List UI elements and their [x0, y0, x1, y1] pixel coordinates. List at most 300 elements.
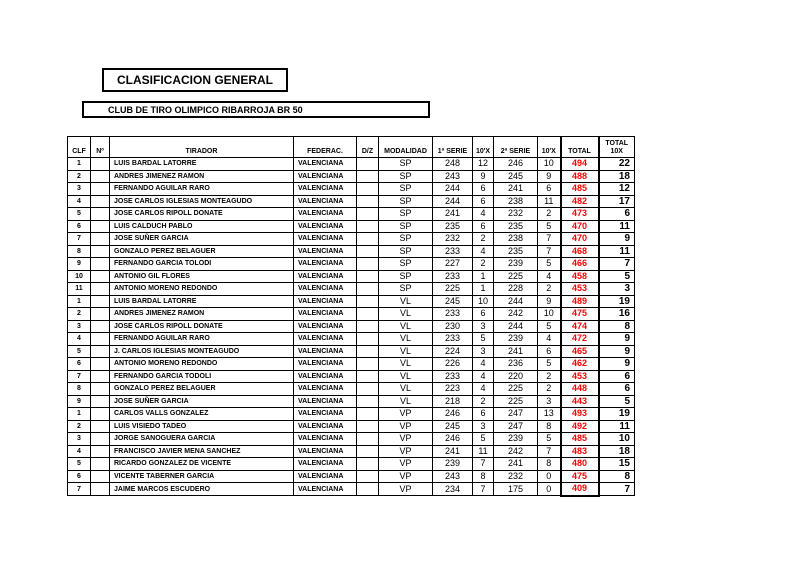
tirador-cell: CARLOS VALLS GONZALEZ	[110, 408, 294, 421]
tirador-cell: LUIS VISIEDO TADEO	[110, 420, 294, 433]
dz-cell	[357, 258, 379, 271]
table-row	[68, 245, 635, 258]
modalidad-cell: VL	[379, 395, 433, 408]
col-no: Nº	[91, 137, 110, 158]
tirador-cell: ANTONIO MORENO REDONDO	[110, 358, 294, 371]
serie1-cell: 248	[433, 158, 473, 171]
tirador-cell: JOSE CARLOS RIPOLL DONATE	[110, 208, 294, 221]
dz-cell	[357, 358, 379, 371]
serie1-cell: 224	[433, 345, 473, 358]
x2-cell: 2	[538, 208, 561, 221]
total-cell: 480	[561, 458, 599, 471]
x1-cell: 1	[473, 270, 494, 283]
serie1-cell: 227	[433, 258, 473, 271]
total10x-cell: 3	[599, 283, 635, 296]
modalidad-cell: SP	[379, 183, 433, 196]
no-cell	[91, 208, 110, 221]
no-cell	[91, 358, 110, 371]
col-x1: 10'X	[473, 137, 494, 158]
modalidad-cell: VL	[379, 320, 433, 333]
x1-cell: 11	[473, 445, 494, 458]
clf-cell: 5	[68, 208, 91, 221]
clf-cell: 3	[68, 320, 91, 333]
serie1-cell: 223	[433, 383, 473, 396]
total-cell: 493	[561, 408, 599, 421]
x2-cell: 0	[538, 470, 561, 483]
table-row	[68, 270, 635, 283]
tirador-cell: LUIS BARDAL LATORRE	[110, 295, 294, 308]
federac-cell: VALENCIANA	[294, 220, 357, 233]
x1-cell: 2	[473, 395, 494, 408]
total-cell: 443	[561, 395, 599, 408]
serie2-cell: 247	[494, 420, 538, 433]
tirador-cell: ANTONIO GIL FLORES	[110, 270, 294, 283]
x1-cell: 4	[473, 208, 494, 221]
total10x-cell: 9	[599, 358, 635, 371]
clf-cell: 4	[68, 333, 91, 346]
x1-cell: 6	[473, 408, 494, 421]
modalidad-cell: VL	[379, 358, 433, 371]
federac-cell: VALENCIANA	[294, 258, 357, 271]
col-total10x: TOTAL 10X	[599, 137, 635, 158]
dz-cell	[357, 458, 379, 471]
table-row	[68, 420, 635, 433]
serie1-cell: 245	[433, 295, 473, 308]
x2-cell: 4	[538, 333, 561, 346]
x2-cell: 8	[538, 420, 561, 433]
dz-cell	[357, 470, 379, 483]
serie2-cell: 241	[494, 458, 538, 471]
clf-cell: 1	[68, 158, 91, 171]
x1-cell: 6	[473, 183, 494, 196]
total-cell: 472	[561, 333, 599, 346]
x1-cell: 1	[473, 283, 494, 296]
serie1-cell: 243	[433, 170, 473, 183]
x1-cell: 3	[473, 320, 494, 333]
clf-cell: 3	[68, 183, 91, 196]
serie2-cell: 239	[494, 433, 538, 446]
x1-cell: 12	[473, 158, 494, 171]
x1-cell: 2	[473, 258, 494, 271]
col-tirador: TIRADOR	[110, 137, 294, 158]
modalidad-cell: VL	[379, 333, 433, 346]
modalidad-cell: VL	[379, 295, 433, 308]
serie2-cell: 242	[494, 308, 538, 321]
x2-cell: 5	[538, 433, 561, 446]
clf-cell: 5	[68, 458, 91, 471]
x1-cell: 4	[473, 370, 494, 383]
clf-cell: 6	[68, 220, 91, 233]
federac-cell: VALENCIANA	[294, 458, 357, 471]
clf-cell: 5	[68, 345, 91, 358]
total10x-cell: 17	[599, 195, 635, 208]
total10x-cell: 5	[599, 270, 635, 283]
federac-cell: VALENCIANA	[294, 483, 357, 496]
results-table	[67, 136, 635, 497]
federac-cell: VALENCIANA	[294, 383, 357, 396]
no-cell	[91, 295, 110, 308]
tirador-cell: JOSE SUÑER GARCIA	[110, 233, 294, 246]
clf-cell: 10	[68, 270, 91, 283]
total-cell: 492	[561, 420, 599, 433]
total-cell: 473	[561, 208, 599, 221]
x2-cell: 13	[538, 408, 561, 421]
clf-cell: 2	[68, 308, 91, 321]
tirador-cell: ANTONIO MORENO REDONDO	[110, 283, 294, 296]
table-row	[68, 333, 635, 346]
col-dz: D/Z	[357, 137, 379, 158]
serie1-cell: 246	[433, 433, 473, 446]
total-cell: 475	[561, 308, 599, 321]
x2-cell: 10	[538, 158, 561, 171]
serie1-cell: 241	[433, 445, 473, 458]
tirador-cell: FRANCISCO JAVIER MENA SANCHEZ	[110, 445, 294, 458]
serie1-cell: 244	[433, 183, 473, 196]
clf-cell: 2	[68, 420, 91, 433]
table-row	[68, 208, 635, 221]
federac-cell: VALENCIANA	[294, 233, 357, 246]
total-cell: 474	[561, 320, 599, 333]
modalidad-cell: VL	[379, 345, 433, 358]
dz-cell	[357, 183, 379, 196]
clf-cell: 2	[68, 170, 91, 183]
table-row	[68, 483, 635, 496]
total10x-cell: 22	[599, 158, 635, 171]
x2-cell: 8	[538, 458, 561, 471]
x2-cell: 5	[538, 358, 561, 371]
dz-cell	[357, 483, 379, 496]
dz-cell	[357, 383, 379, 396]
x1-cell: 4	[473, 358, 494, 371]
no-cell	[91, 270, 110, 283]
col-serie1: 1ª SERIE	[433, 137, 473, 158]
total10x-cell: 18	[599, 445, 635, 458]
federac-cell: VALENCIANA	[294, 333, 357, 346]
no-cell	[91, 458, 110, 471]
x2-cell: 11	[538, 195, 561, 208]
total10x-cell: 18	[599, 170, 635, 183]
modalidad-cell: SP	[379, 158, 433, 171]
total-cell: 489	[561, 295, 599, 308]
dz-cell	[357, 295, 379, 308]
serie1-cell: 246	[433, 408, 473, 421]
table-row	[68, 445, 635, 458]
clf-cell: 6	[68, 358, 91, 371]
dz-cell	[357, 245, 379, 258]
clf-cell: 3	[68, 433, 91, 446]
serie1-cell: 225	[433, 283, 473, 296]
federac-cell: VALENCIANA	[294, 445, 357, 458]
serie2-cell: 236	[494, 358, 538, 371]
clf-cell: 8	[68, 383, 91, 396]
federac-cell: VALENCIANA	[294, 245, 357, 258]
modalidad-cell: SP	[379, 245, 433, 258]
serie2-cell: 244	[494, 295, 538, 308]
dz-cell	[357, 208, 379, 221]
serie1-cell: 232	[433, 233, 473, 246]
modalidad-cell: SP	[379, 220, 433, 233]
serie2-cell: 232	[494, 470, 538, 483]
table-row	[68, 158, 635, 171]
serie1-cell: 235	[433, 220, 473, 233]
serie2-cell: 175	[494, 483, 538, 496]
total10x-cell: 9	[599, 233, 635, 246]
no-cell	[91, 420, 110, 433]
x1-cell: 7	[473, 458, 494, 471]
col-serie2: 2ª SERIE	[494, 137, 538, 158]
x2-cell: 7	[538, 445, 561, 458]
dz-cell	[357, 320, 379, 333]
serie1-cell: 245	[433, 420, 473, 433]
total10x-cell: 11	[599, 420, 635, 433]
serie2-cell: 235	[494, 245, 538, 258]
total10x-cell: 16	[599, 308, 635, 321]
col-federac: FEDERAC.	[294, 137, 357, 158]
no-cell	[91, 170, 110, 183]
federac-cell: VALENCIANA	[294, 195, 357, 208]
tirador-cell: GONZALO PEREZ BELAGUER	[110, 245, 294, 258]
serie1-cell: 233	[433, 245, 473, 258]
table-row	[68, 433, 635, 446]
modalidad-cell: VP	[379, 483, 433, 496]
x2-cell: 0	[538, 483, 561, 496]
x2-cell: 2	[538, 283, 561, 296]
modalidad-cell: VP	[379, 470, 433, 483]
federac-cell: VALENCIANA	[294, 358, 357, 371]
serie2-cell: 235	[494, 220, 538, 233]
total-cell: 409	[561, 483, 599, 496]
modalidad-cell: VP	[379, 408, 433, 421]
total-cell: 465	[561, 345, 599, 358]
clf-cell: 7	[68, 370, 91, 383]
serie2-cell: 225	[494, 395, 538, 408]
no-cell	[91, 333, 110, 346]
dz-cell	[357, 195, 379, 208]
total-cell: 494	[561, 158, 599, 171]
total-cell: 448	[561, 383, 599, 396]
dz-cell	[357, 270, 379, 283]
no-cell	[91, 483, 110, 496]
clf-cell: 11	[68, 283, 91, 296]
total-cell: 468	[561, 245, 599, 258]
serie2-cell: 247	[494, 408, 538, 421]
clf-cell: 6	[68, 470, 91, 483]
tirador-cell: LUIS BARDAL LATORRE	[110, 158, 294, 171]
total10x-cell: 9	[599, 345, 635, 358]
federac-cell: VALENCIANA	[294, 208, 357, 221]
federac-cell: VALENCIANA	[294, 408, 357, 421]
tirador-cell: J. CARLOS IGLESIAS MONTEAGUDO	[110, 345, 294, 358]
total10x-cell: 10	[599, 433, 635, 446]
table-header	[68, 137, 635, 158]
no-cell	[91, 195, 110, 208]
serie1-cell: 233	[433, 308, 473, 321]
x2-cell: 9	[538, 170, 561, 183]
federac-cell: VALENCIANA	[294, 470, 357, 483]
tirador-cell: ANDRES JIMENEZ RAMON	[110, 170, 294, 183]
dz-cell	[357, 420, 379, 433]
x1-cell: 7	[473, 483, 494, 496]
serie2-cell: 232	[494, 208, 538, 221]
tirador-cell: FERNANDO GARCIA TODOLI	[110, 370, 294, 383]
dz-cell	[357, 445, 379, 458]
modalidad-cell: SP	[379, 270, 433, 283]
no-cell	[91, 408, 110, 421]
serie2-cell: 244	[494, 320, 538, 333]
serie2-cell: 241	[494, 183, 538, 196]
federac-cell: VALENCIANA	[294, 183, 357, 196]
federac-cell: VALENCIANA	[294, 320, 357, 333]
col-total: TOTAL	[561, 137, 599, 158]
table-row	[68, 358, 635, 371]
x1-cell: 6	[473, 220, 494, 233]
no-cell	[91, 245, 110, 258]
serie1-cell: 233	[433, 370, 473, 383]
tirador-cell: JOSE CARLOS RIPOLL DONATE	[110, 320, 294, 333]
total10x-cell: 8	[599, 470, 635, 483]
total10x-cell: 5	[599, 395, 635, 408]
modalidad-cell: VL	[379, 383, 433, 396]
total10x-cell: 11	[599, 245, 635, 258]
tirador-cell: FERNANDO GARCIA TOLODI	[110, 258, 294, 271]
serie2-cell: 242	[494, 445, 538, 458]
total10x-cell: 6	[599, 208, 635, 221]
modalidad-cell: SP	[379, 195, 433, 208]
clf-cell: 9	[68, 258, 91, 271]
table-row	[68, 295, 635, 308]
serie1-cell: 218	[433, 395, 473, 408]
clf-cell: 1	[68, 295, 91, 308]
table-row	[68, 383, 635, 396]
dz-cell	[357, 170, 379, 183]
col-x2: 10'X	[538, 137, 561, 158]
no-cell	[91, 470, 110, 483]
total10x-cell: 12	[599, 183, 635, 196]
serie2-cell: 239	[494, 333, 538, 346]
modalidad-cell: SP	[379, 258, 433, 271]
tirador-cell: FERNANDO AGUILAR RARO	[110, 183, 294, 196]
x2-cell: 7	[538, 245, 561, 258]
table-body	[68, 158, 635, 496]
serie1-cell: 233	[433, 333, 473, 346]
modalidad-cell: VL	[379, 370, 433, 383]
dz-cell	[357, 345, 379, 358]
tirador-cell: JORGE SANOGUERA GARCIA	[110, 433, 294, 446]
x1-cell: 5	[473, 333, 494, 346]
total-cell: 475	[561, 470, 599, 483]
tirador-cell: JAIME MARCOS ESCUDERO	[110, 483, 294, 496]
serie1-cell: 244	[433, 195, 473, 208]
serie2-cell: 225	[494, 383, 538, 396]
modalidad-cell: VP	[379, 420, 433, 433]
federac-cell: VALENCIANA	[294, 270, 357, 283]
total10x-cell: 7	[599, 483, 635, 496]
dz-cell	[357, 395, 379, 408]
serie1-cell: 239	[433, 458, 473, 471]
total-cell: 453	[561, 370, 599, 383]
serie2-cell: 241	[494, 345, 538, 358]
table-row	[68, 283, 635, 296]
no-cell	[91, 308, 110, 321]
table-row	[68, 370, 635, 383]
x2-cell: 2	[538, 370, 561, 383]
x1-cell: 3	[473, 420, 494, 433]
total-cell: 453	[561, 283, 599, 296]
no-cell	[91, 283, 110, 296]
modalidad-cell: SP	[379, 208, 433, 221]
x1-cell: 10	[473, 295, 494, 308]
total-cell: 488	[561, 170, 599, 183]
clf-cell: 4	[68, 445, 91, 458]
total-cell: 458	[561, 270, 599, 283]
modalidad-cell: VL	[379, 308, 433, 321]
serie2-cell: 239	[494, 258, 538, 271]
club-title: CLUB DE TIRO OLIMPICO RIBARROJA BR 50	[82, 101, 430, 118]
total-cell: 470	[561, 233, 599, 246]
federac-cell: VALENCIANA	[294, 370, 357, 383]
tirador-cell: JOSE CARLOS IGLESIAS MONTEAGUDO	[110, 195, 294, 208]
total-cell: 466	[561, 258, 599, 271]
tirador-cell: GONZALO PEREZ BELAGUER	[110, 383, 294, 396]
x1-cell: 8	[473, 470, 494, 483]
serie2-cell: 246	[494, 158, 538, 171]
federac-cell: VALENCIANA	[294, 420, 357, 433]
no-cell	[91, 445, 110, 458]
total10x-cell: 15	[599, 458, 635, 471]
table-row	[68, 170, 635, 183]
total-cell: 470	[561, 220, 599, 233]
total10x-cell: 6	[599, 370, 635, 383]
x2-cell: 6	[538, 345, 561, 358]
no-cell	[91, 183, 110, 196]
modalidad-cell: VP	[379, 433, 433, 446]
no-cell	[91, 320, 110, 333]
x2-cell: 6	[538, 183, 561, 196]
table-row	[68, 408, 635, 421]
federac-cell: VALENCIANA	[294, 433, 357, 446]
serie2-cell: 220	[494, 370, 538, 383]
total-cell: 482	[561, 195, 599, 208]
x1-cell: 9	[473, 170, 494, 183]
dz-cell	[357, 220, 379, 233]
table-row	[68, 458, 635, 471]
federac-cell: VALENCIANA	[294, 345, 357, 358]
total-cell: 485	[561, 433, 599, 446]
serie2-cell: 225	[494, 270, 538, 283]
dz-cell	[357, 283, 379, 296]
federac-cell: VALENCIANA	[294, 395, 357, 408]
serie1-cell: 233	[433, 270, 473, 283]
serie1-cell: 226	[433, 358, 473, 371]
serie2-cell: 228	[494, 283, 538, 296]
x1-cell: 4	[473, 383, 494, 396]
serie2-cell: 238	[494, 195, 538, 208]
federac-cell: VALENCIANA	[294, 158, 357, 171]
no-cell	[91, 433, 110, 446]
total10x-cell: 6	[599, 383, 635, 396]
dz-cell	[357, 233, 379, 246]
tirador-cell: VICENTE TABERNER GARCIA	[110, 470, 294, 483]
total10x-cell: 7	[599, 258, 635, 271]
modalidad-cell: SP	[379, 233, 433, 246]
modalidad-cell: SP	[379, 170, 433, 183]
x1-cell: 2	[473, 233, 494, 246]
col-clf: CLF	[68, 137, 91, 158]
modalidad-cell: VP	[379, 458, 433, 471]
serie1-cell: 241	[433, 208, 473, 221]
table-row	[68, 308, 635, 321]
no-cell	[91, 383, 110, 396]
